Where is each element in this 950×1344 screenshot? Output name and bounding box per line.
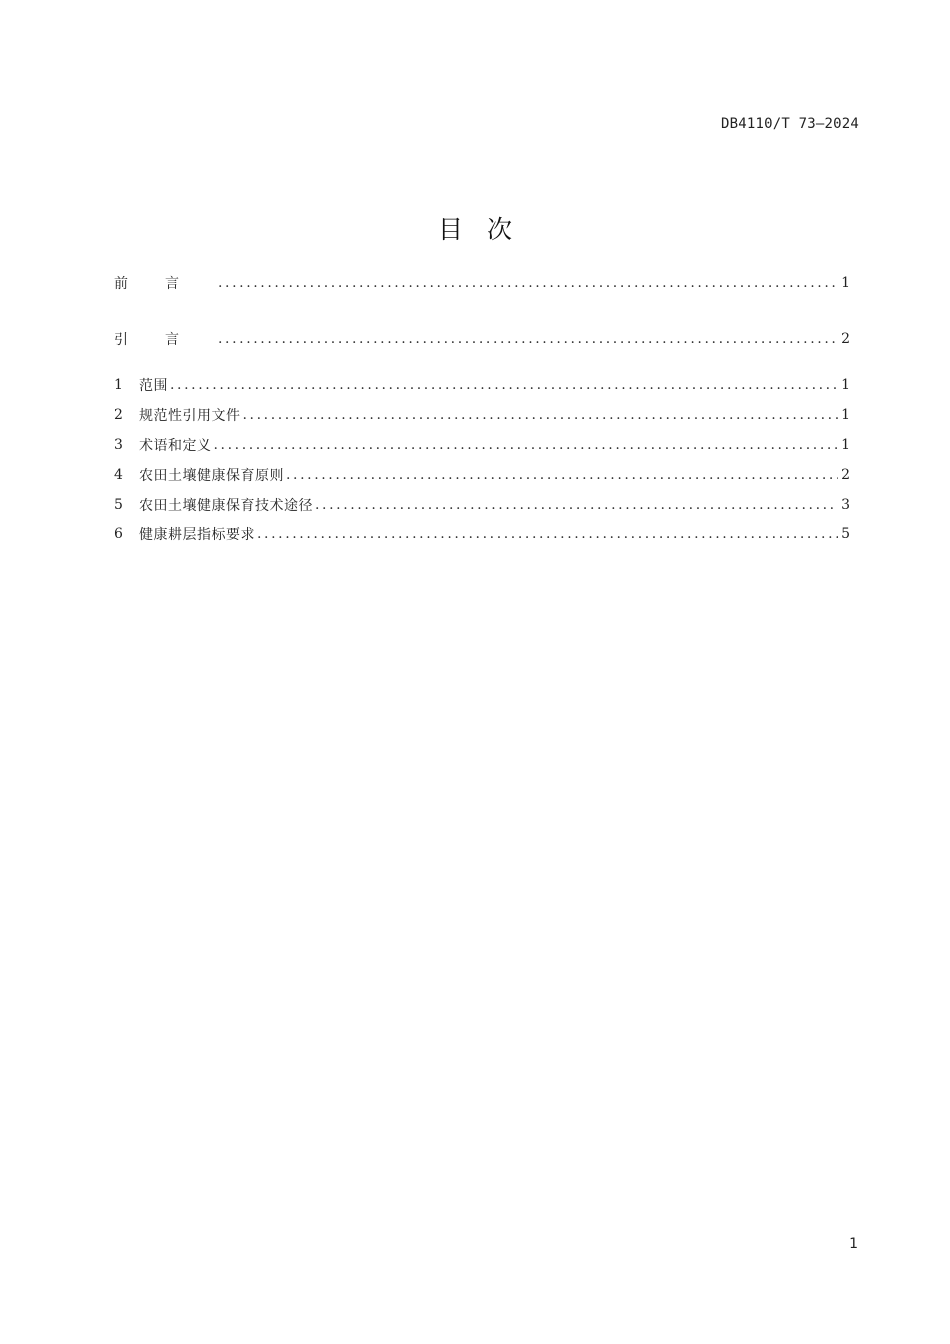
toc-entry-label: 前言 — [114, 276, 216, 292]
toc-leader-dots — [315, 497, 838, 513]
document-code: DB4110/T 73—2024 — [720, 116, 859, 132]
toc-entry-introduction[interactable] — [114, 328, 850, 350]
toc-entry-page: 1 — [841, 407, 850, 423]
toc-entry-indicator-requirements[interactable] — [114, 523, 850, 545]
toc-entry-label: 规范性引用文件 — [139, 408, 241, 424]
toc-entry-page: 2 — [841, 331, 850, 347]
toc-entry-label: 健康耕层指标要求 — [139, 527, 255, 543]
toc-entry-number: 1 — [114, 377, 123, 393]
toc-entry-page: 1 — [841, 437, 850, 453]
toc-leader-dots — [218, 331, 838, 347]
toc-entry-number: 6 — [114, 526, 123, 542]
toc-leader-dots — [286, 467, 838, 483]
toc-leader-dots — [257, 526, 838, 542]
toc-title: 目次 — [437, 215, 536, 244]
toc-entry-page: 2 — [841, 467, 850, 483]
toc-leader-dots — [218, 275, 838, 291]
toc-entry-label: 范围 — [139, 378, 168, 394]
toc-entry-page: 5 — [841, 526, 850, 542]
toc-entry-number: 3 — [114, 437, 123, 453]
toc-entry-terms-definitions[interactable] — [114, 434, 850, 456]
toc-entry-foreword[interactable] — [114, 272, 850, 294]
page-number: 1 — [849, 1236, 858, 1252]
toc-entry-label: 术语和定义 — [139, 438, 212, 454]
toc-leader-dots — [243, 407, 839, 423]
toc-leader-dots — [214, 437, 839, 453]
toc-entry-number: 2 — [114, 407, 123, 423]
toc-entry-label: 农田土壤健康保育技术途径 — [139, 498, 313, 514]
toc-entry-scope[interactable] — [114, 374, 850, 396]
toc-entry-page: 1 — [841, 377, 850, 393]
toc-entry-normative-references[interactable] — [114, 404, 850, 426]
toc-entry-page: 1 — [841, 275, 850, 291]
toc-entry-principles[interactable] — [114, 464, 850, 486]
toc-entry-page: 3 — [841, 497, 850, 513]
toc-entry-label: 农田土壤健康保育原则 — [139, 468, 284, 484]
toc-entry-number: 5 — [114, 497, 123, 513]
toc-entry-technical-approaches[interactable] — [114, 494, 850, 516]
toc-leader-dots — [170, 377, 838, 393]
toc-entry-label: 引言 — [114, 332, 216, 348]
toc-entry-number: 4 — [114, 467, 123, 483]
